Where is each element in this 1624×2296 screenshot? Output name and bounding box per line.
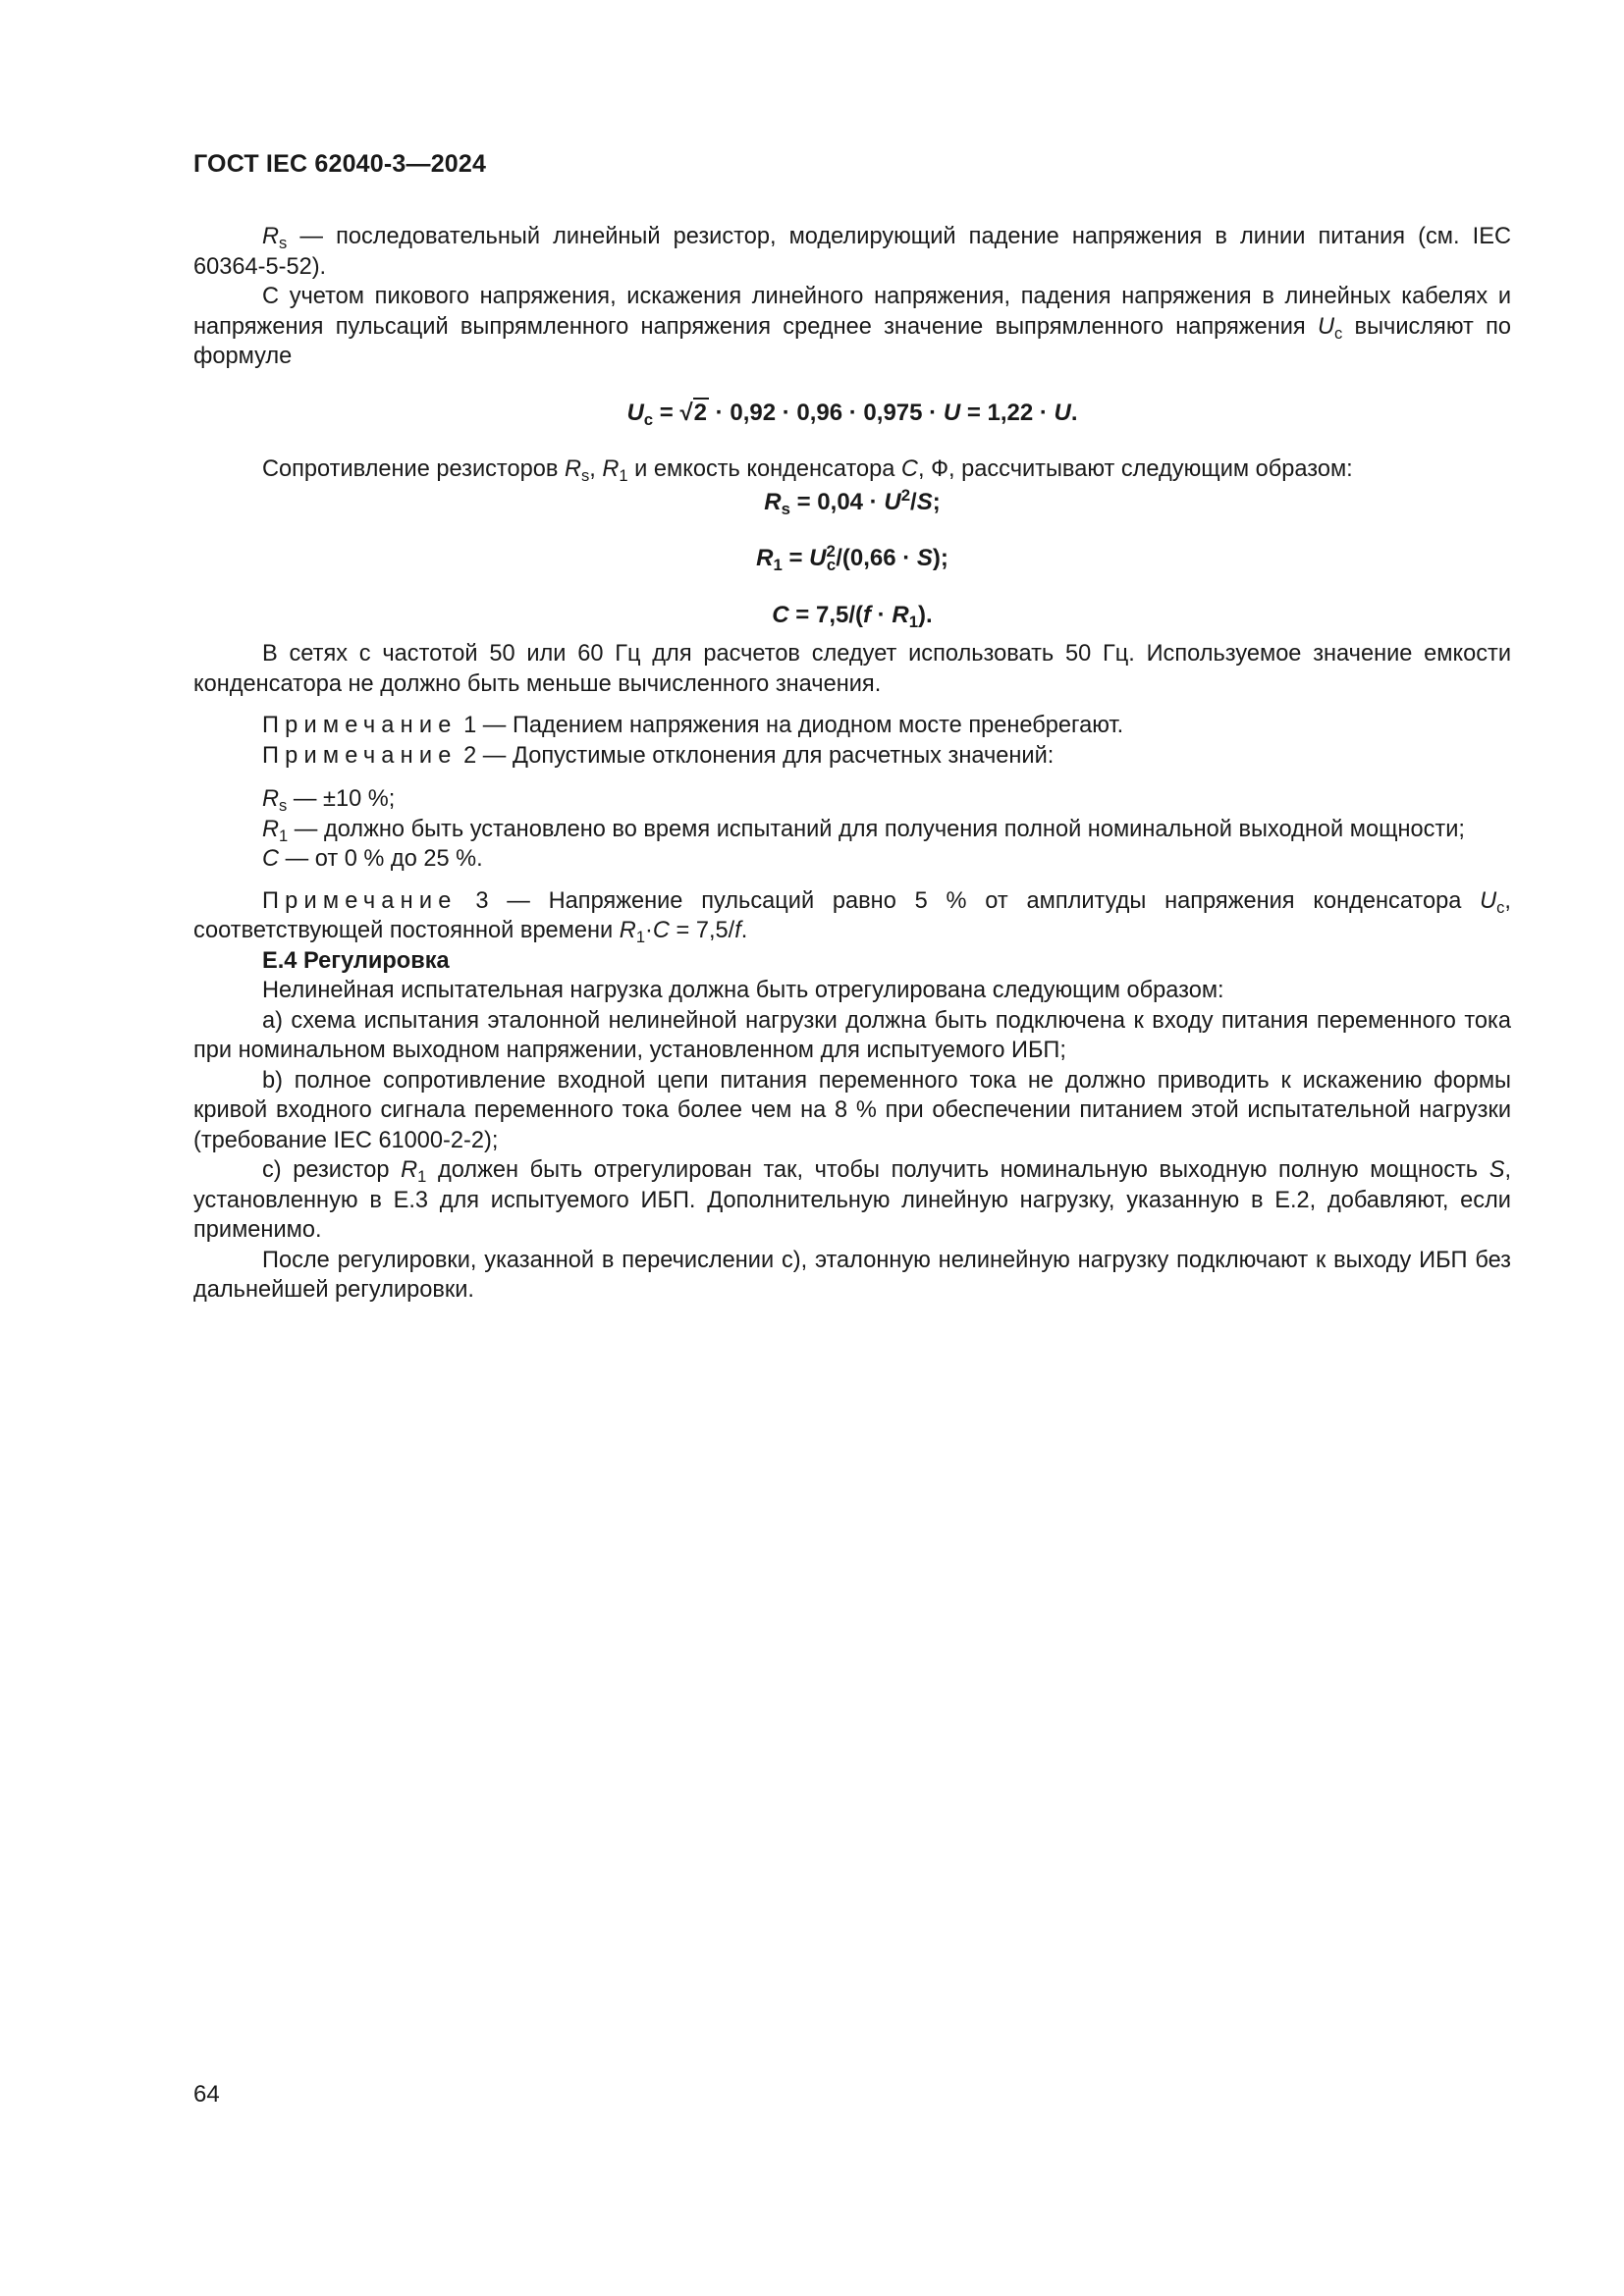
intro-paragraph — [193, 282, 1511, 372]
note-2-label: Примечание — [262, 742, 458, 769]
page-number: 64 — [193, 2081, 220, 2108]
note-2-text: — Допустимые отклонения для расчетных значений: — [476, 742, 1055, 769]
tolerance-rs-symbol: R — [262, 786, 280, 812]
item-c-s-symbol: S — [1489, 1157, 1505, 1183]
section-item-c — [193, 1155, 1511, 1246]
intro-text-end: вычисляют по формуле — [193, 313, 1511, 369]
resistors-text-1: Сопротивление резисторов — [262, 456, 565, 482]
rs-formula-subscript: s — [781, 499, 790, 518]
rs-formula-coef: = 0,04 · — [789, 488, 885, 515]
resistors-rs-symbol: R — [564, 456, 581, 482]
uc-coefficients: · 0,92 · 0,96 · 0,975 · — [709, 399, 944, 426]
rs-formula-u: U — [884, 488, 901, 515]
tolerance-c-text: — от 0 % до 25 %. — [279, 846, 483, 872]
formula-uc — [193, 399, 1511, 429]
resistors-rs-subscript: s — [580, 466, 590, 485]
note-1 — [193, 711, 1511, 741]
r1-formula-usub: c — [826, 556, 837, 574]
tolerance-c-symbol: C — [262, 846, 280, 872]
section-title: Е.4 Регулировка — [262, 947, 450, 974]
rs-definition-text: — последовательный линейный резистор, моделирующий падение напряжения в линии питания (см. IEC 60364-5-52). — [193, 224, 1511, 280]
note-3-r1-symbol: R — [619, 918, 636, 943]
note-1-text: — Падением напряжения на диодном мосте пренебрегают. — [476, 713, 1124, 738]
r1-formula-mid: /(0,66 · — [836, 545, 917, 571]
note-3-text-mid: , соответствующей постоянной времени — [193, 887, 1511, 943]
item-c-text-start: c) резистор — [262, 1157, 402, 1183]
formula-r1 — [193, 544, 1511, 574]
tolerance-r1-subscript: 1 — [279, 826, 289, 845]
c-formula-dot: · — [871, 601, 893, 628]
document-body — [193, 222, 1511, 1306]
note-3-c-symbol: C — [652, 918, 670, 943]
resistors-r1-symbol: R — [602, 456, 620, 482]
uc-result: = 1,22 · — [960, 399, 1055, 426]
section-item-a: a) схема испытания эталонной нелинейной нагрузки должна быть подключена к входу питания переменного тока при номинальном выходном напряжении, установленном для испытуемого ИБП; — [193, 1007, 1511, 1063]
item-c-r1-subscript: 1 — [417, 1167, 427, 1186]
r1-formula-u: U — [809, 545, 827, 571]
c-formula-symbol: C — [772, 601, 789, 628]
frequency-paragraph: В сетях с частотой 50 или 60 Гц для расчетов следует использовать 50 Гц. Используемое значение емкости конденсатора не должно быть меньше вычисленного значения. — [193, 641, 1511, 697]
section-item-b: b) полное сопротивление входной цепи питания переменного тока не должно приводить к искажению формы кривой входного сигнала переменного тока более чем на 8 % при обеспечении питанием этой испытательной нагрузки (требование IEC 61000-2-2); — [193, 1067, 1511, 1153]
section-closing: После регулировки, указанной в перечислении c), эталонную нелинейную нагрузку подключают к выходу ИБП без дальнейшей регулировки. — [193, 1247, 1511, 1303]
resistors-c-symbol: C — [900, 456, 918, 482]
r1-formula-end: ); — [932, 545, 948, 571]
section-intro: Нелинейная испытательная нагрузка должна быть отрегулирована следующим образом: — [262, 978, 1224, 1003]
note-3-r1-subscript: 1 — [635, 928, 646, 946]
note-3-uc-subscript: c — [1496, 897, 1505, 917]
sqrt-radicand: 2 — [693, 399, 708, 426]
tolerance-rs-subscript: s — [279, 796, 288, 815]
r1-formula-s: S — [916, 545, 933, 571]
tolerance-rs — [193, 784, 1511, 815]
note-3 — [193, 886, 1511, 946]
note-1-number: 1 — [457, 713, 477, 738]
c-formula-f: f — [863, 601, 872, 628]
intro-text-start: С учетом пикового напряжения, искажения линейного напряжения, падения напряжения в линейных кабелях и напряжения пульсаций выпрямленного напряжения среднее значение выпрямленного напряжения — [193, 284, 1511, 340]
r1-formula-sup: 2 — [826, 542, 836, 561]
note-2-number: 2 — [457, 742, 477, 769]
note-3-uc-symbol: U — [1480, 887, 1497, 914]
uc-end: . — [1070, 399, 1078, 426]
rs-definition — [193, 222, 1511, 282]
uc-equals: = — [653, 399, 680, 426]
resistors-text-3: , Ф, рассчитывают следующим образом: — [917, 456, 1353, 482]
intro-uc-symbol: U — [1317, 313, 1334, 340]
resistors-text-2: и емкость конденсатора — [627, 456, 901, 482]
note-3-number: 3 — [457, 887, 489, 914]
note-3-f-symbol: f — [734, 918, 741, 943]
tolerance-r1-symbol: R — [262, 816, 280, 842]
tolerance-r1 — [193, 815, 1511, 845]
note-3-text-start: — Напряжение пульсаций равно 5 % от амплитуды напряжения конденсатора — [488, 887, 1481, 914]
r1-formula-subscript: 1 — [773, 556, 783, 574]
item-c-text-end: , установленную в Е.3 для испытуемого ИБП. Дополнительную линейную нагрузку, указанную в Е.2, добавляют, если применимо. — [193, 1157, 1511, 1243]
c-formula-end: ). — [918, 601, 933, 628]
u-symbol-2: U — [1054, 399, 1071, 426]
resistors-r1-subscript: 1 — [619, 466, 628, 485]
rs-formula-s: S — [916, 488, 933, 515]
formula-rs — [193, 485, 1511, 518]
uc-subscript: c — [643, 409, 654, 429]
formula-c — [193, 601, 1511, 631]
intro-uc-subscript: c — [1334, 323, 1343, 343]
sqrt-sign: √2 — [679, 399, 708, 426]
resistors-paragraph — [193, 454, 1511, 485]
c-formula-r: R — [892, 601, 909, 628]
c-formula-subscript: 1 — [908, 612, 919, 631]
note-3-dot: · — [645, 918, 653, 943]
rs-formula-symbol: R — [764, 488, 782, 515]
rs-symbol: R — [262, 224, 280, 249]
uc-symbol: U — [626, 399, 644, 426]
tolerance-c — [193, 844, 1511, 875]
document-header: ГОСТ IEC 62040-3—2024 — [193, 150, 487, 178]
note-1-label: Примечание — [262, 713, 458, 738]
note-2 — [193, 741, 1511, 772]
note-3-equals: = 7,5/ — [669, 918, 735, 943]
resistors-comma: , — [589, 456, 603, 482]
r1-formula-equals: = — [782, 545, 810, 571]
u-symbol: U — [943, 399, 961, 426]
note-3-end: . — [740, 918, 748, 943]
rs-formula-sup: 2 — [900, 485, 911, 505]
r1-formula-symbol: R — [756, 545, 774, 571]
rs-formula-end: ; — [932, 488, 941, 515]
tolerance-rs-text: — ±10 %; — [287, 786, 396, 812]
item-c-r1-symbol: R — [401, 1157, 418, 1183]
rs-formula-slash: / — [910, 488, 917, 515]
rs-subscript: s — [279, 234, 288, 252]
tolerance-r1-text: — должно быть установлено во время испытаний для получения полной номинальной выходной мощности; — [288, 816, 1465, 842]
note-3-label: Примечание — [262, 887, 458, 914]
c-formula-mid: = 7,5/( — [788, 601, 864, 628]
item-c-text-mid: должен быть отрегулирован так, чтобы получить номинальную выходную полную мощность — [426, 1157, 1489, 1183]
